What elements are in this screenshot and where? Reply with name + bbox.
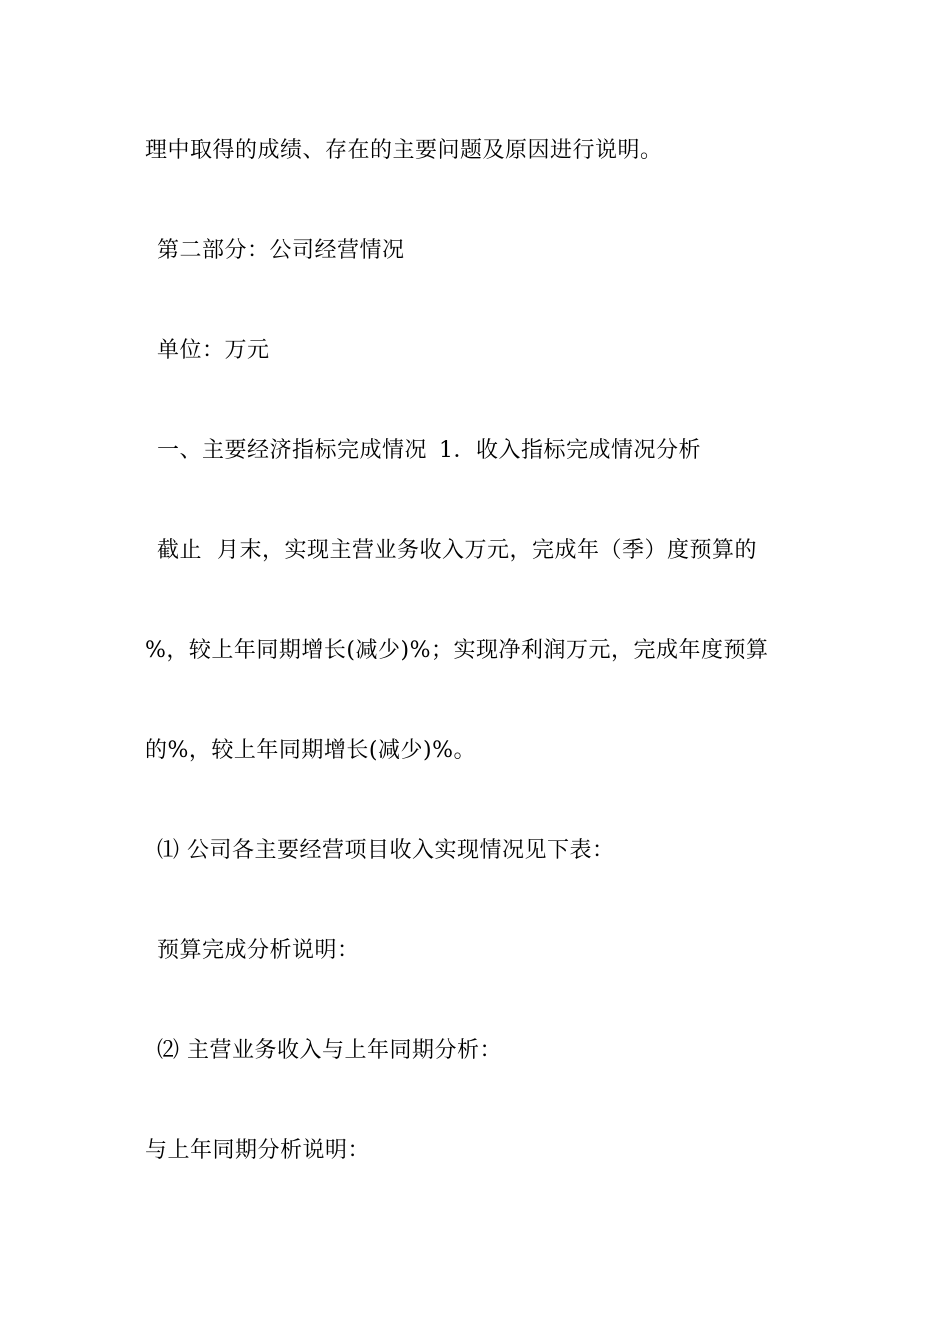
subsection-heading-main-indicators: 一、主要经济指标完成情况 <box>157 438 428 463</box>
subsection-heading-row <box>157 436 701 466</box>
list-item-1: ⑴ 公司各主要经营项目收入实现情况见下表： <box>157 838 615 863</box>
unit-note: 单位：万元 <box>157 338 270 363</box>
paragraph-continuation: 理中取得的成绩、存在的主要问题及原因进行说明。 <box>145 138 663 163</box>
subsection-heading-income-analysis: 1．收入指标完成情况分析 <box>439 438 702 463</box>
income-paragraph-line-3: 的%，较上年同期增长(减少)%。 <box>145 738 476 763</box>
budget-analysis-label: 预算完成分析说明： <box>157 938 360 963</box>
income-paragraph-line-2: %，较上年同期增长(减少)%；实现净利润万元，完成年度预算 <box>145 638 769 663</box>
section-heading-part-two: 第二部分：公司经营情况 <box>157 238 405 263</box>
list-item-2: ⑵ 主营业务收入与上年同期分析： <box>157 1038 502 1063</box>
year-over-year-analysis-label: 与上年同期分析说明： <box>145 1138 371 1163</box>
income-paragraph-line-1: 截止 月末，实现主营业务收入万元，完成年（季）度预算的 <box>157 538 757 563</box>
